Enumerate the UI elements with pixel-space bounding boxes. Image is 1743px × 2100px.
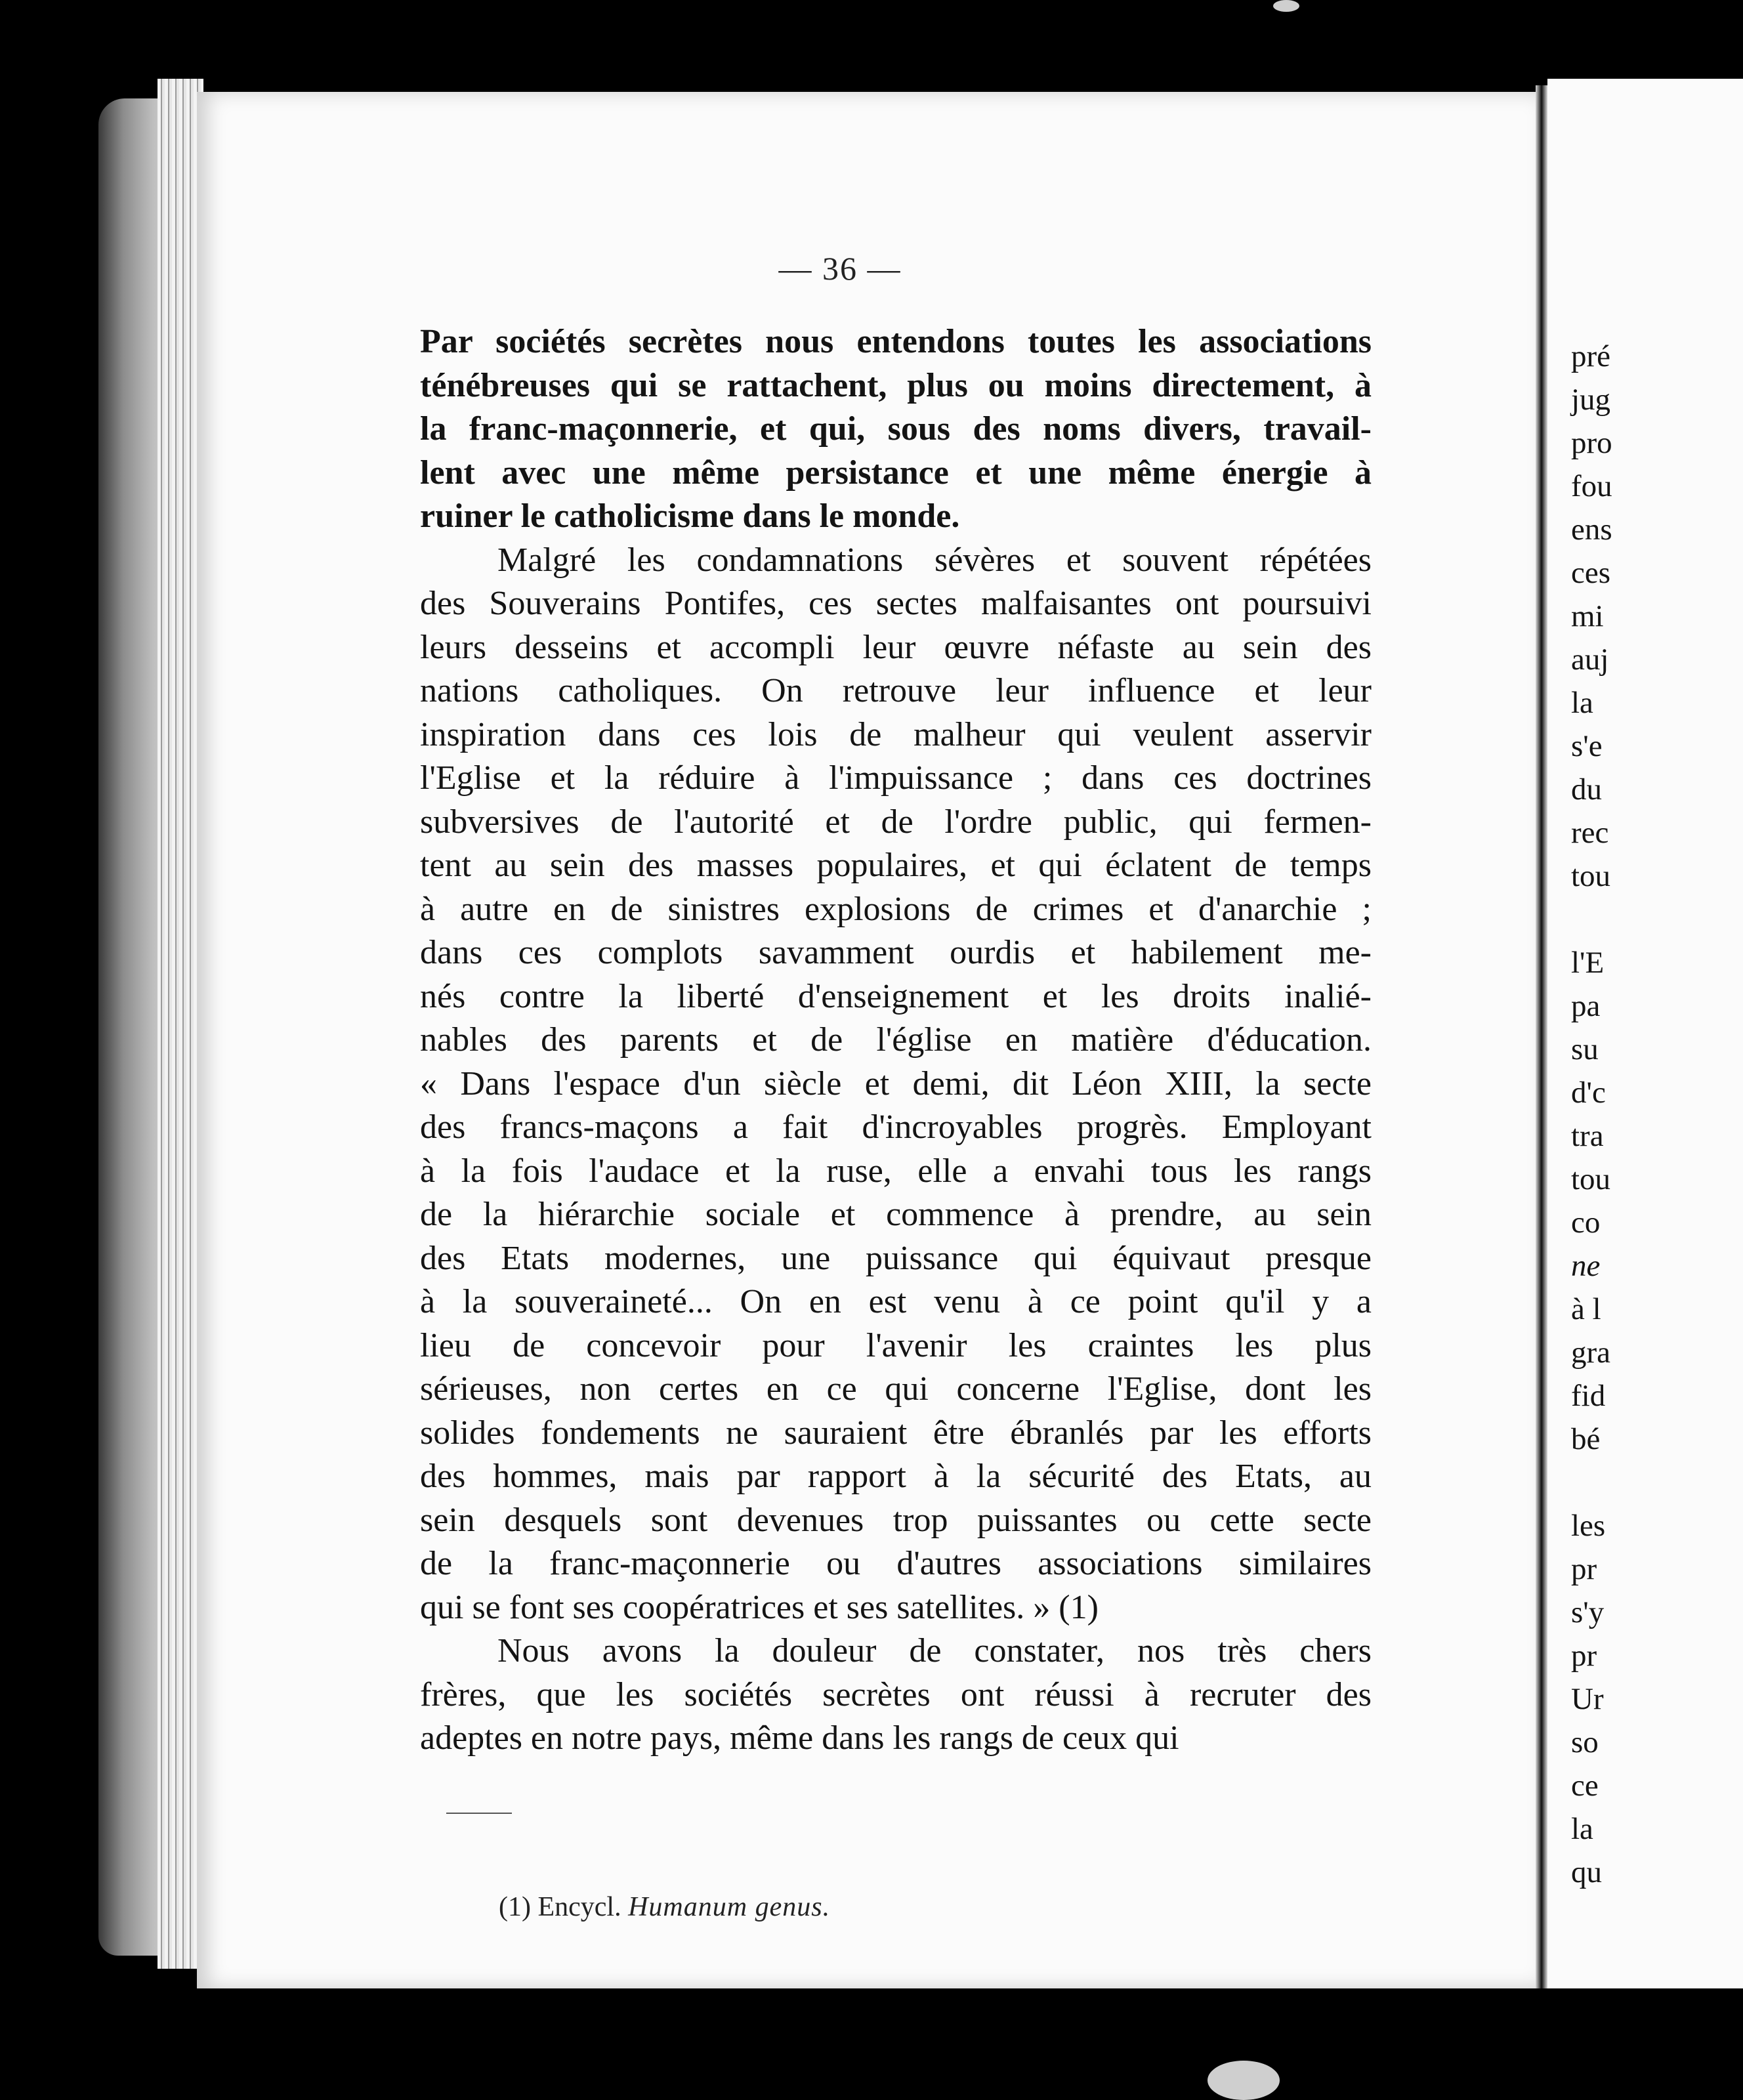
facing-page-fragment: fid bbox=[1571, 1379, 1606, 1413]
facing-page-fragment: d'c bbox=[1571, 1076, 1606, 1110]
text-line: de la hiérarchie sociale et commence à prendre, au sein bbox=[420, 1196, 1372, 1233]
text-line: à la fois l'audace et la ruse, elle a envahi tous les rangs bbox=[420, 1152, 1372, 1190]
facing-page-fragment: les bbox=[1571, 1509, 1606, 1543]
facing-page-fragment: ces bbox=[1571, 556, 1611, 590]
facing-page-fragment: la bbox=[1571, 1812, 1593, 1846]
footnote-title: Humanum genus. bbox=[628, 1892, 831, 1922]
text-line: sein desquels sont devenues trop puissantes ou cette secte bbox=[420, 1501, 1372, 1539]
facing-page-fragment: fou bbox=[1571, 469, 1612, 503]
text-line: solides fondements ne sauraient être ébranlés par les efforts bbox=[420, 1414, 1372, 1452]
text-line: Par sociétés secrètes nous entendons toutes les associations bbox=[420, 323, 1372, 360]
text-line: ruiner le catholicisme dans le monde. bbox=[420, 497, 960, 535]
facing-page-fragment: auj bbox=[1571, 642, 1609, 677]
facing-page-fragment: co bbox=[1571, 1206, 1601, 1240]
facing-page-fragment: tou bbox=[1571, 859, 1611, 893]
text-line: leurs desseins et accompli leur œuvre néfaste au sein des bbox=[420, 628, 1372, 666]
facing-page-fragment: gra bbox=[1571, 1335, 1611, 1370]
scan-speck bbox=[1273, 0, 1299, 12]
book-gutter bbox=[1536, 85, 1547, 1988]
facing-page-fragment: rec bbox=[1571, 816, 1609, 850]
facing-page-fragment: jug bbox=[1571, 383, 1611, 417]
facing-page-fragment: qu bbox=[1571, 1855, 1602, 1889]
facing-page-fragment: tou bbox=[1571, 1162, 1611, 1196]
text-line: nations catholiques. On retrouve leur influence et leur bbox=[420, 672, 1372, 709]
facing-page-fragment: s'e bbox=[1571, 729, 1603, 763]
facing-page-fragment: mi bbox=[1571, 599, 1604, 633]
facing-page-fragment: su bbox=[1571, 1032, 1599, 1066]
text-line: Malgré les condamnations sévères et souvent répétées bbox=[497, 541, 1372, 579]
page-number: — 36 — bbox=[778, 250, 902, 287]
text-line: l'Eglise et la réduire à l'impuissance ; dans ces doctrines bbox=[420, 759, 1372, 797]
scan-speck bbox=[1208, 2061, 1280, 2100]
facing-page-fragment: s'y bbox=[1571, 1595, 1605, 1629]
text-line: adeptes en notre pays, même dans les rangs de ceux qui bbox=[420, 1719, 1179, 1757]
text-line: Nous avons la douleur de constater, nos très chers bbox=[497, 1632, 1372, 1670]
text-line: à la souveraineté... On en est venu à ce point qu'il y a bbox=[420, 1283, 1372, 1320]
facing-page-fragment: pr bbox=[1571, 1639, 1597, 1673]
facing-page-fragment: so bbox=[1571, 1725, 1599, 1759]
facing-page-fragment: la bbox=[1571, 686, 1593, 720]
facing-page-fragment: ce bbox=[1571, 1769, 1599, 1803]
text-line: qui se font ses coopératrices et ses satellites. » (1) bbox=[420, 1588, 1099, 1626]
text-line: frères, que les sociétés secrètes ont réussi à recruter des bbox=[420, 1675, 1372, 1713]
facing-page-fragment: ne bbox=[1571, 1249, 1601, 1283]
facing-page bbox=[1547, 79, 1743, 1988]
text-line: des Etats modernes, une puissance qui équivaut presque bbox=[420, 1239, 1372, 1277]
text-line: lent avec une même persistance et une même énergie à bbox=[420, 453, 1372, 492]
text-line: des hommes, mais par rapport à la sécurité des Etats, au bbox=[420, 1458, 1372, 1495]
text-line: nables des parents et de l'église en matière d'éducation. bbox=[420, 1021, 1372, 1059]
footnote-number: (1) Encycl. bbox=[499, 1892, 621, 1922]
facing-page-fragment: tra bbox=[1571, 1119, 1604, 1153]
text-line: tent au sein des masses populaires, et qui éclatent de temps bbox=[420, 847, 1372, 884]
facing-page-fragment: du bbox=[1571, 772, 1602, 807]
facing-page-fragment: bé bbox=[1571, 1422, 1601, 1456]
body-text bbox=[420, 320, 1372, 1761]
footnote bbox=[499, 1891, 830, 1923]
text-line: nés contre la liberté d'enseignement et les droits inalié- bbox=[420, 977, 1372, 1015]
text-line: des francs-maçons a fait d'incroyables progrès. Employant bbox=[420, 1108, 1372, 1146]
facing-page-fragment: à l bbox=[1571, 1292, 1601, 1326]
text-line: dans ces complots savamment ourdis et habilement me- bbox=[420, 934, 1372, 971]
text-line: de la franc-maçonnerie ou d'autres associations similaires bbox=[420, 1545, 1372, 1582]
text-line: lieu de concevoir pour l'avenir les craintes les plus bbox=[420, 1326, 1372, 1364]
text-line: « Dans l'espace d'un siècle et demi, dit Léon XIII, la secte bbox=[420, 1064, 1372, 1102]
facing-page-fragment: pr bbox=[1571, 1552, 1597, 1586]
text-line: inspiration dans ces lois de malheur qui veulent asservir bbox=[420, 715, 1372, 753]
facing-page-fragment: Ur bbox=[1571, 1682, 1604, 1716]
facing-page-fragment: l'E bbox=[1571, 946, 1605, 980]
text-line: à autre en de sinistres explosions de crimes et d'anarchie ; bbox=[420, 890, 1372, 928]
footnote-rule bbox=[446, 1813, 512, 1814]
text-line: des Souverains Pontifes, ces sectes malfaisantes ont poursuivi bbox=[420, 585, 1372, 622]
facing-page-fragment: pré bbox=[1571, 339, 1611, 373]
text-line: la franc-maçonnerie, et qui, sous des noms divers, travail- bbox=[420, 410, 1372, 448]
facing-page-fragment: pro bbox=[1571, 426, 1612, 460]
text-line: ténébreuses qui se rattachent, plus ou moins directement, à bbox=[420, 366, 1372, 404]
facing-page-fragment: pa bbox=[1571, 989, 1601, 1023]
text-line: sérieuses, non certes en ce qui concerne l'Eglise, dont les bbox=[420, 1370, 1372, 1408]
text-line: subversives de l'autorité et de l'ordre public, qui fermen- bbox=[420, 803, 1372, 841]
facing-page-fragment: ens bbox=[1571, 513, 1612, 547]
